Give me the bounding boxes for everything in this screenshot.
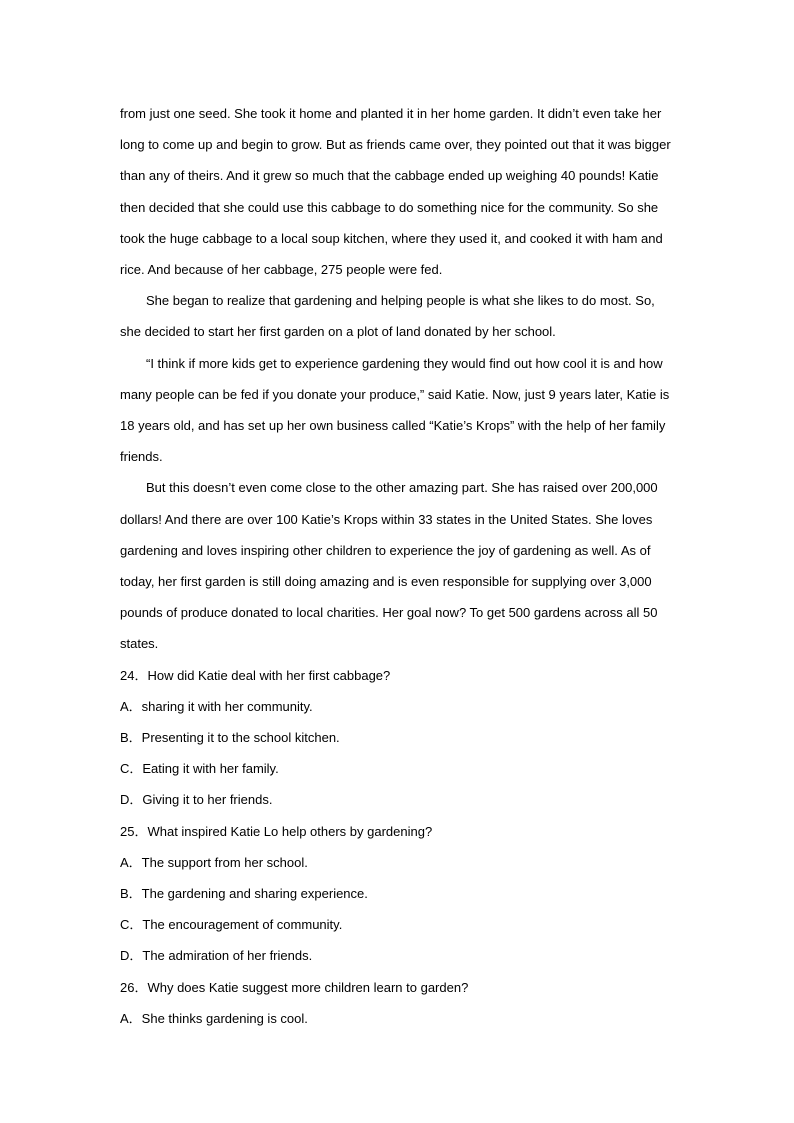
passage-paragraph-4: But this doesn’t even come close to the other amazing part. She has raised over 200,000 dollars! And there are over 100 Katie’s Krops within 33 states in the United States. She loves gardening and loves inspiring other children to experience the joy of gardening as well. As of today, her first garden is still doing amazing and is even responsible for supplying over 3,000 pounds of produce donated to local charities. Her goal now? To get 500 gardens across all 50 states. — [120, 480, 658, 652]
option-d: D．The admiration of her friends. — [120, 948, 313, 964]
passage-paragraph-1: from just one seed. She took it home and planted it in her home garden. It didn’t even take her long to come up and begin to grow. But as friends came over, they pointed out that it was bigger than any of theirs. And it grew so much that the cabbage ended up weighing 40 pounds! Katie then decided that she could use this cabbage to do something nice for the community. So she took the huge cabbage to a local soup kitchen, where they used it, and cooked it with ham and rice. And because of her cabbage, 275 people were fed. — [120, 106, 671, 278]
question-25 — [120, 816, 676, 972]
option-b: B．The gardening and sharing experience. — [120, 886, 368, 902]
question-26 — [120, 972, 676, 1034]
option-a: A．The support from her school. — [120, 854, 308, 870]
passage-paragraph-3: “I think if more kids get to experience gardening they would find out how cool it is and how many people can be fed if you donate your produce,” said Katie. Now, just 9 years later, Katie is 18 years old, and has set up her own business called “Katie’s Krops” with the help of her family friends. — [120, 355, 670, 465]
passage-paragraph-2: She began to realize that gardening and helping people is what she likes to do most. So, she decided to start her first garden on a plot of land donated by her school. — [120, 293, 655, 340]
option-c: C．Eating it with her family. — [120, 761, 279, 777]
option-c: C．The encouragement of community. — [120, 917, 343, 933]
question-stem: 26．Why does Katie suggest more children learn to garden? — [120, 979, 469, 995]
text-block — [120, 98, 676, 1034]
question-stem: 24．How did Katie deal with her first cabbage? — [120, 667, 391, 683]
option-d: D．Giving it to her friends. — [120, 792, 273, 808]
question-24 — [120, 660, 676, 816]
question-stem: 25．What inspired Katie Lo help others by gardening? — [120, 823, 433, 839]
option-a: A．sharing it with her community. — [120, 698, 313, 714]
option-b: B．Presenting it to the school kitchen. — [120, 730, 340, 746]
option-a: A．She thinks gardening is cool. — [120, 1010, 308, 1026]
reading-passage — [120, 98, 676, 660]
